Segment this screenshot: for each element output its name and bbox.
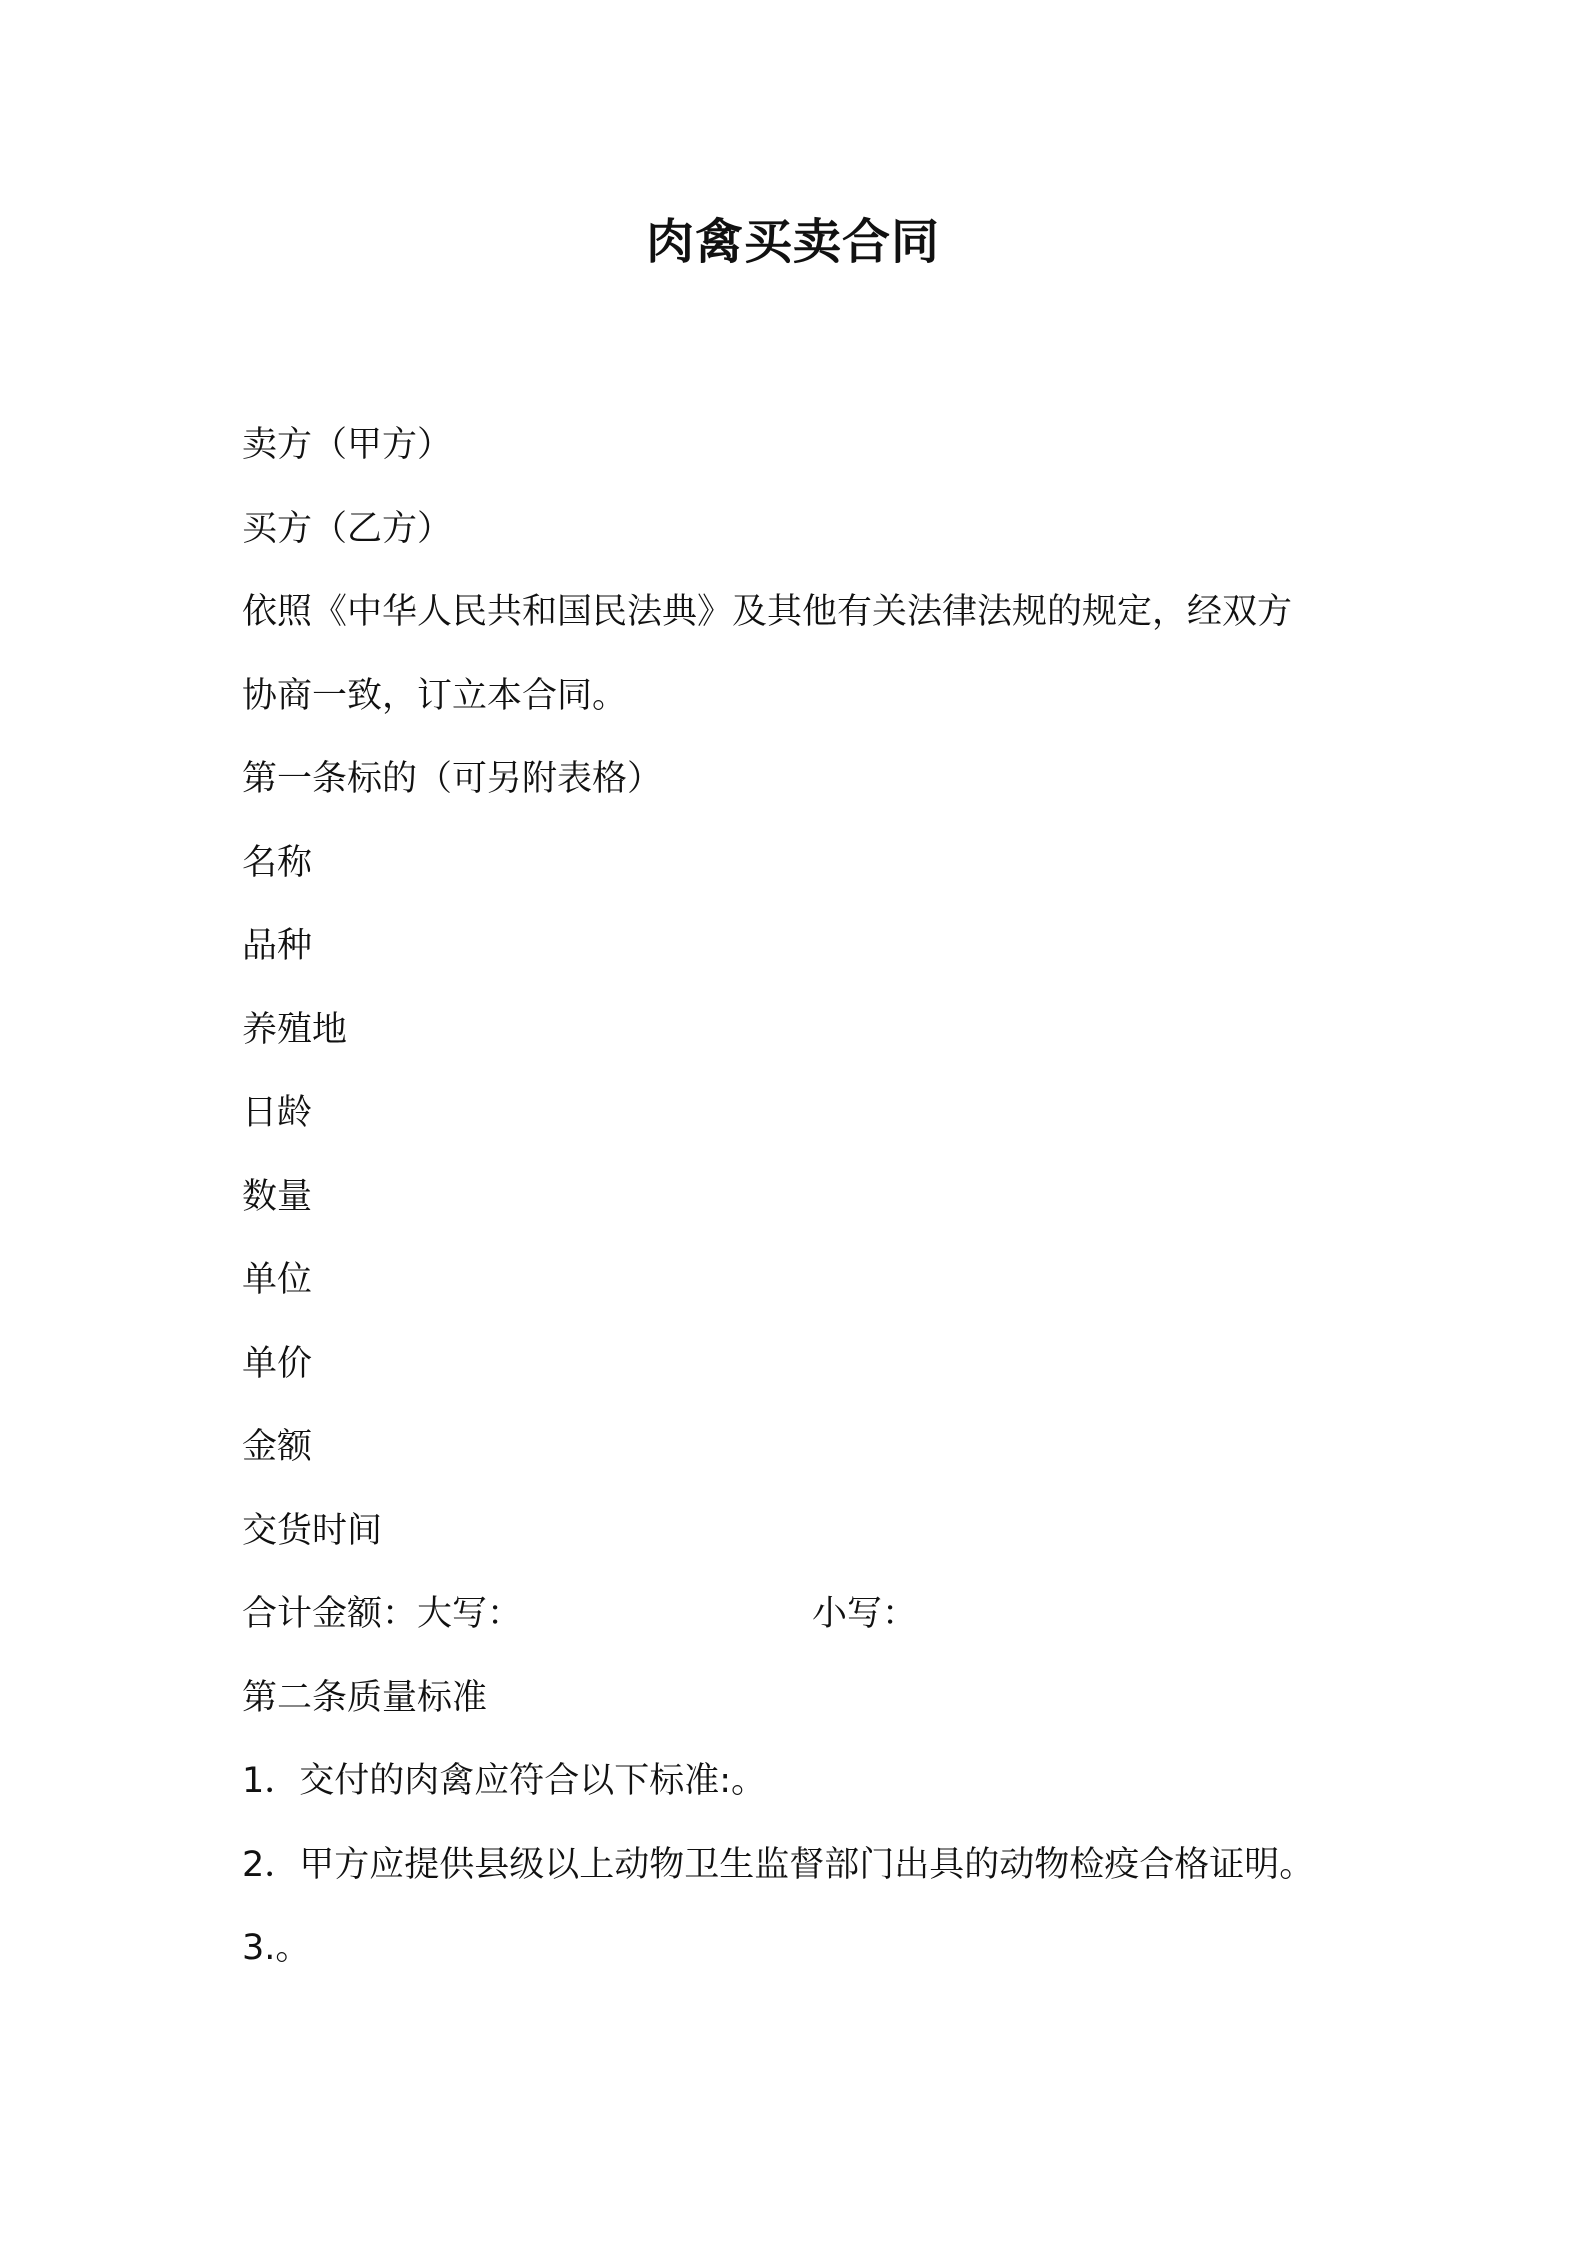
document-body (242, 404, 1372, 1991)
total-amount-uppercase-label: 合计金额：大写： (242, 1594, 523, 1634)
article-1-heading: 第一条标的（可另附表格） (242, 759, 663, 799)
item-variety-label: 品种 (242, 926, 313, 966)
item-delivery-time-label: 交货时间 (242, 1510, 383, 1551)
item-quantity-label: 数量 (242, 1176, 313, 1217)
item-breeding-place-label: 养殖地 (242, 1009, 348, 1050)
preamble-line-1: 依照《中华人民共和国民法典》及其他有关法律法规的规定，经双方 (242, 592, 1293, 632)
document-title: 肉禽买卖合同 (645, 214, 940, 270)
quality-clause-3: 3.。 (242, 1928, 311, 1968)
preamble-line-2: 协商一致，订立本合同。 (242, 675, 628, 716)
item-unit-price-label: 单价 (242, 1343, 313, 1384)
total-amount-lowercase-label: 小写： (812, 1594, 918, 1634)
quality-clause-2: 2．甲方应提供县级以上动物卫生监督部门出具的动物检疫合格证明。 (242, 1844, 1315, 1885)
total-amount-line (242, 1573, 1372, 1657)
item-age-label: 日龄 (242, 1093, 313, 1133)
buyer-line: 买方（乙方） (242, 508, 453, 549)
item-unit-label: 单位 (242, 1260, 313, 1300)
article-2-heading: 第二条质量标准 (242, 1677, 488, 1718)
quality-clause-1: 1．交付的肉禽应符合以下标准:。 (242, 1761, 767, 1801)
seller-line: 卖方（甲方） (242, 425, 453, 465)
item-name-label: 名称 (242, 842, 313, 883)
item-amount-label: 金额 (242, 1427, 313, 1467)
